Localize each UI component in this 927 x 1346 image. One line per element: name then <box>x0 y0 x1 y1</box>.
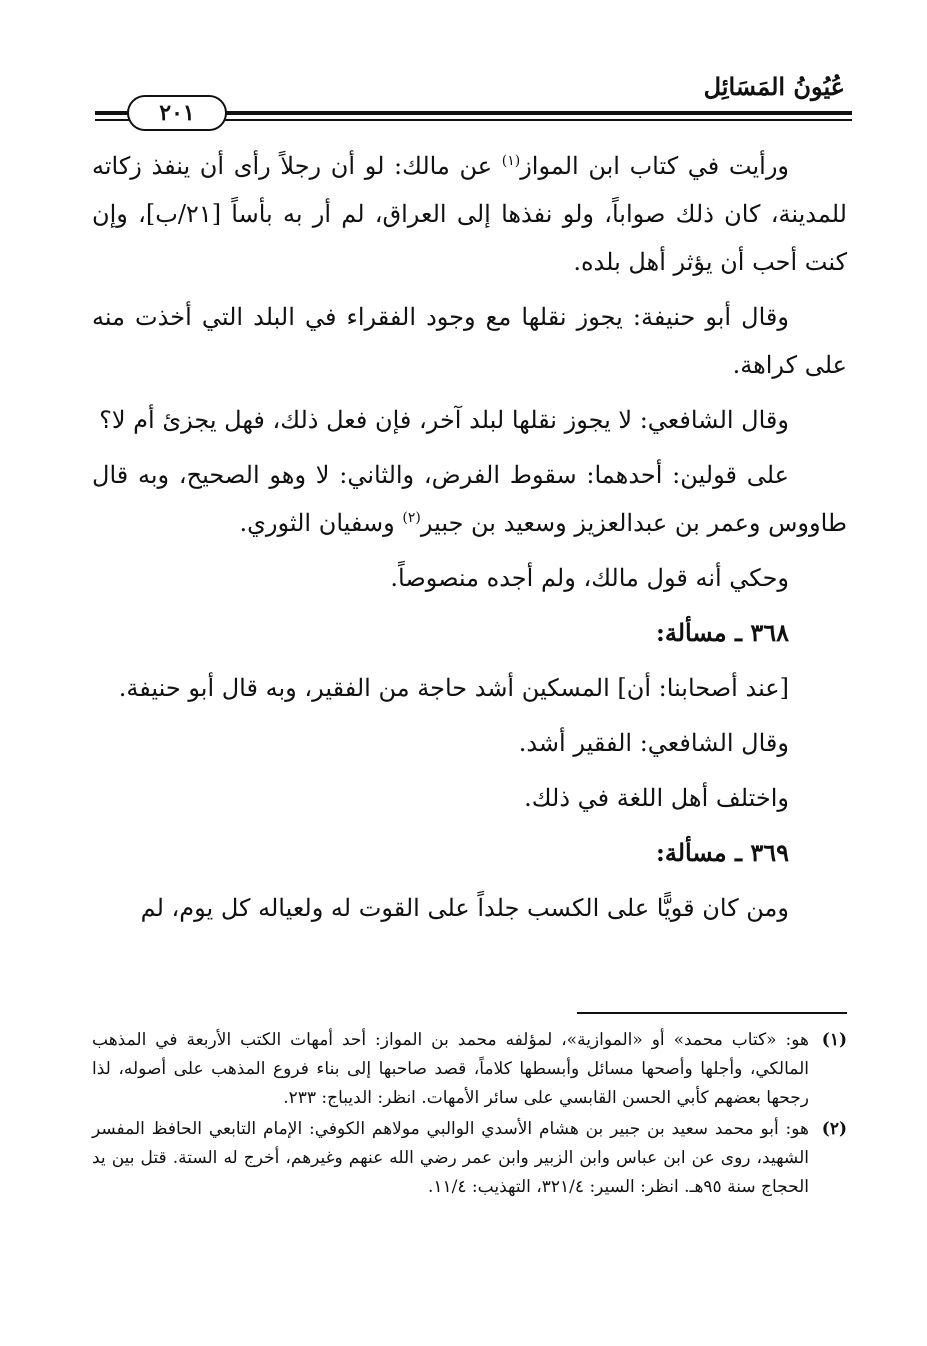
paragraph-3: وقال الشافعي: لا يجوز نقلها لبلد آخر، فإن فعل ذلك، فهل يجزئ أم لا؟ <box>99 406 789 434</box>
paragraph-7: وقال الشافعي: الفقير أشد. <box>518 729 789 757</box>
section-heading-369: ٣٦٩ ـ مسألة: <box>655 838 789 867</box>
paragraph-4-text-b: وسفيان الثوري. <box>239 509 403 537</box>
paragraph-2: وقال أبو حنيفة: يجوز نقلها مع وجود الفقراء في البلد التي أخذت منه على كراهة. <box>92 303 847 379</box>
paragraph-5: وحكي أنه قول مالك، ولم أجده منصوصاً. <box>390 564 789 592</box>
footnote-ref-2: (٢) <box>402 510 421 526</box>
paragraph-6: [عند أصحابنا: أن] المسكين أشد حاجة من الفقير، وبه قال أبو حنيفة. <box>118 674 789 702</box>
footnotes <box>92 1026 847 1204</box>
paragraph-4 <box>92 451 847 547</box>
paragraph-1 <box>92 142 847 286</box>
paragraph-8: واختلف أهل اللغة في ذلك. <box>524 784 789 812</box>
footnote-text: هو: «كتاب محمد» أو «الموازية»، لمؤلفه محمد بن المواز: أحد أمهات الكتب الأربعة في المذهب المالكي، وأجلها وأصحها مسائل وأبسطها كلاماً، قصد صاحبها إلى بناء فروع المذهب على أصوله، لذا رجحها بعضهم كأبي الحسن القابسي على سائر الأمهات. انظر: الديباج: ٢٣٣. <box>92 1030 809 1108</box>
paragraph-1-text-a: ورأيت في كتاب ابن المواز <box>520 152 789 180</box>
footnote-text: هو: أبو محمد سعيد بن جبير بن هشام الأسدي الوالبي مولاهم الكوفي: الإمام التابعي الحافظ المفسر الشهيد، روى عن ابن عباس وابن الزبير وابن عمر رضي الله عنهم وغيرهم، أخرج له الستة. قتل بين يد الحجاج سنة ٩٥هـ. انظر: السير: ٣٢١/٤، التهذيب: ١١/٤. <box>92 1119 809 1197</box>
page-number: ٢٠١ <box>127 95 227 131</box>
footnote-ref-1: (١) <box>501 153 521 169</box>
footnote-number: (١) <box>821 1030 847 1050</box>
paragraph-9: ومن كان قويًّا على الكسب جلداً على القوت له ولعياله كل يوم، لم <box>140 894 789 922</box>
paragraph-4-text-a: على قولين: أحدهما: سقوط الفرض، والثاني: لا وهو الصحيح، وبه قال طاووس وعمر بن عبدالعزيز وسعيد بن جبير <box>92 461 847 537</box>
running-header-title: عُيُونُ المَسَائِل <box>703 72 845 101</box>
main-text <box>92 142 847 939</box>
footnote-2 <box>92 1115 847 1202</box>
footnote-number: (٢) <box>821 1119 847 1139</box>
section-heading-368: ٣٦٨ ـ مسألة: <box>655 618 789 647</box>
footnote-1 <box>92 1026 847 1113</box>
paragraph-1-text-b: عن مالك: لو أن رجلاً رأى أن ينفذ زكاته للمدينة، كان ذلك صواباً، ولو نفذها إلى العراق، لم أر به بأساً [٢١/ب]، وإن كنت أحب أن يؤثر أهل بلده. <box>92 152 847 276</box>
footnote-separator <box>577 1012 847 1014</box>
